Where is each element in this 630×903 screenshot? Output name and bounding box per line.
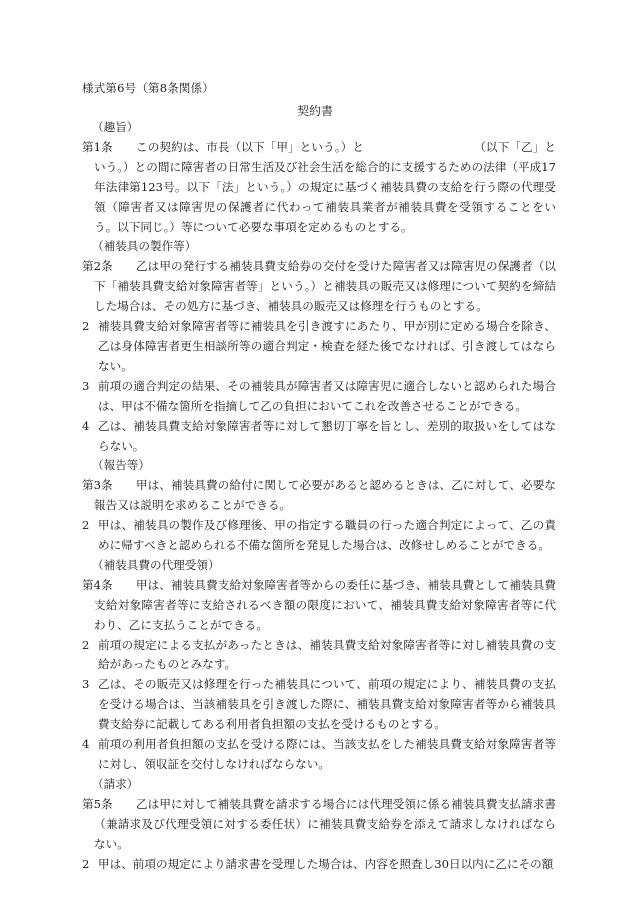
paragraph-number: 2	[82, 856, 90, 871]
paragraph-number: 2	[82, 637, 90, 652]
paragraph	[82, 735, 556, 775]
article-text: 乙は甲の発行する補装具費支給券の交付を受けた障害者又は障害児の保護者（以下「補装具費支給対象障害者等」という。）と補装具の販売又は修理について契約を締結した場合は、その処方に基づき、補装具の販売又は修理を行うものとする。	[94, 259, 556, 314]
paragraph-text: 甲は、補装具の製作及び修理後、甲の指定する職員の行った適合判定によって、乙の責めに帰すべきと認められる不備な箇所を発見した場合は、改修せしめることができる。	[98, 518, 556, 553]
paragraph	[82, 377, 556, 417]
paragraph-number: 3	[82, 677, 90, 692]
document-title: 契約書	[296, 104, 333, 118]
article-number: 第5条	[82, 796, 113, 811]
article-5	[82, 795, 556, 855]
paragraph-number: 3	[82, 378, 90, 393]
paragraph	[82, 636, 556, 676]
article-number: 第3条	[82, 478, 113, 493]
paragraph	[82, 855, 556, 875]
paragraph-text: 補装具費支給対象障害者等に補装具を引き渡すにあたり、甲が別に定める場合を除き、乙は身体障害者更生相談所等の適合判定・検査を経た後でなければ、引き渡してはならない。	[98, 319, 556, 373]
article-text: 甲は、補装具費支給対象障害者等からの委任に基づき、補装具費として補装具費支給対象障害者等に支給されるべき額の限度において、補装具費支給対象障害者等に代わり、乙に支払うことができる。	[94, 577, 556, 632]
section-heading: （請求）	[92, 776, 139, 791]
paragraph	[82, 675, 556, 735]
article-text: （以下「乙」という。）との間に障害者の日常生活及び社会生活を総合的に支援するための法律（平成17年法律第123号。以下「法」という。）の規定に基づく補装具費の支給を行う際の代理受領（障害者又は障害児の保護者に代わって補装具業者が補装具費を受領することをいう。以下同じ。）等について必要な事項を定めるものとする。	[94, 139, 556, 234]
section-heading: （補装具費の代理受領）	[92, 557, 220, 572]
article-3	[82, 476, 556, 516]
article-number: 第2条	[82, 259, 113, 274]
paragraph-text: 乙は、その販売又は修理を行った補装具について、前項の規定により、補装具費の支払を受ける場合は、当該補装具を引き渡した際に、補装具費支給対象障害者等から補装具費支給券に記載してある利用者負担額の支払を受けるものとする。	[98, 677, 556, 732]
paragraph-text: 乙は、補装具費支給対象障害者等に対して懇切丁寧を旨とし、差別的取扱いをしてはならない。	[98, 418, 556, 453]
paragraph-text: 甲は、前項の規定により請求書を受理した場合は、内容を照査し30日以内に乙にその額	[98, 856, 554, 871]
article-text: この契約は、市長（以下「甲」という。）と	[136, 139, 365, 154]
form-number-label: 様式第6号（第8条関係）	[82, 81, 215, 95]
paragraph-text: 前項の利用者負担額の支払を受ける際には、当該支払をした補装具費支給対象障害者等に対し、領収証を交付しなければならない。	[98, 737, 556, 771]
article-1	[82, 138, 556, 238]
paragraph-number: 2	[82, 518, 90, 533]
paragraph-number: 4	[82, 737, 90, 752]
article-text: 乙は甲に対して補装具費を請求する場合には代理受領に係る補装具費支払請求書（兼請求及び代理受領に対する委任状）に補装具費支給券を添えて請求しなければならない。	[94, 796, 556, 851]
paragraph	[82, 516, 556, 556]
article-4	[82, 576, 556, 636]
article-2	[82, 257, 556, 317]
article-number: 第4条	[82, 577, 113, 592]
paragraph-number: 4	[82, 418, 90, 433]
section-heading: （趣旨）	[92, 120, 139, 134]
paragraph	[82, 317, 556, 377]
paragraph	[82, 417, 556, 457]
paragraph-text: 前項の規定による支払があったときは、補装具費支給対象障害者等に対し補装具費の支給があったものとみなす。	[98, 637, 556, 672]
section-heading: （報告等）	[92, 458, 150, 473]
paragraph-number: 2	[82, 319, 90, 334]
contract-body	[82, 118, 556, 874]
article-number: 第1条	[82, 139, 113, 154]
section-heading: （補装具の製作等）	[92, 239, 197, 254]
article-text: 甲は、補装具費の給付に関して必要があると認めるときは、乙に対して、必要な報告又は説明を求めることができる。	[94, 478, 556, 513]
paragraph-text: 前項の適合判定の結果、その補装具が障害者又は障害児に適合しないと認められた場合は、甲は不備な箇所を指摘して乙の負担においてこれを改善させることができる。	[98, 378, 556, 413]
